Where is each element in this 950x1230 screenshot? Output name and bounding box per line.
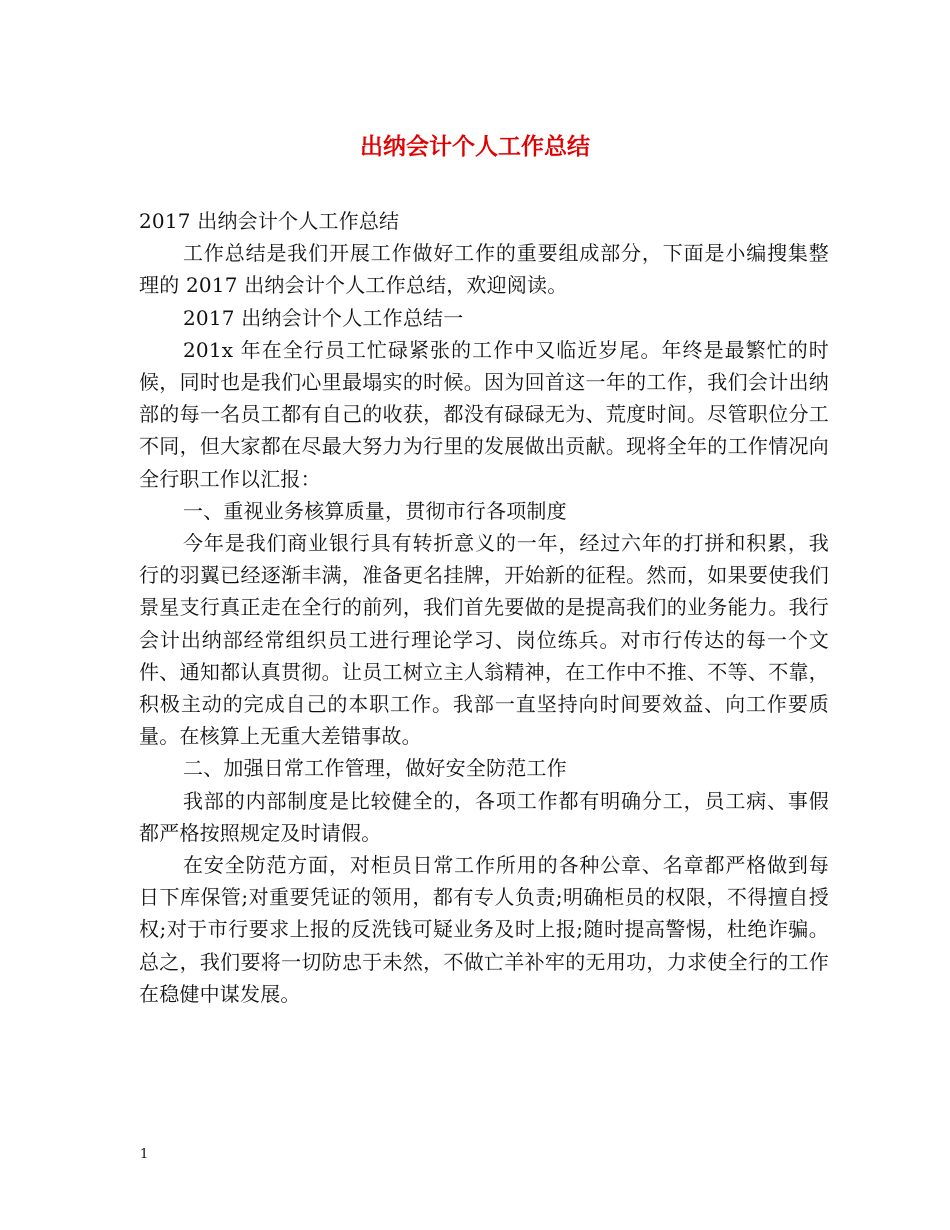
paragraph: 201x 年在全行员工忙碌紧张的工作中又临近岁尾。年终是最繁忙的时候，同时也是我们心里最塌实的时候。因为回首这一年的工作，我们会计出纳部的每一名员工都有自己的收获，都没有碌碌无为、荒度时间。尽管职位分工不同，但大家都在尽最大努力为行里的发展做出贡献。现将全年的工作情况向全行职工作以汇报： bbox=[139, 337, 829, 491]
paragraph: 今年是我们商业银行具有转折意义的一年，经过六年的打拼和积累，我行的羽翼已经逐渐丰满，准备更名挂牌，开始新的征程。然而，如果要使我们景星支行真正走在全行的前列，我们首先要做的是提高我们的业务能力。我行会计出纳部经常组织员工进行理论学习、岗位练兵。对市行传达的每一个文件、通知都认真贯彻。让员工树立主人翁精神，在工作中不推、不等、不靠，积极主动的完成自己的本职工作。我部一直坚持向时间要效益、向工作要质量。在核算上无重大差错事故。 bbox=[139, 531, 829, 749]
document-body bbox=[139, 205, 829, 1010]
document-title: 出纳会计个人工作总结 bbox=[360, 134, 590, 160]
paragraph: 我部的内部制度是比较健全的，各项工作都有明确分工，员工病、事假都严格按照规定及时请假。 bbox=[139, 788, 829, 845]
section-heading: 一、重视业务核算质量，贯彻市行各项制度 bbox=[183, 498, 567, 523]
page-number: 1 bbox=[140, 1147, 149, 1162]
paragraph: 2017 出纳会计个人工作总结 bbox=[139, 209, 400, 233]
paragraph: 工作总结是我们开展工作做好工作的重要组成部分，下面是小编搜集整理的 2017 出纳会计个人工作总结，欢迎阅读。 bbox=[139, 241, 829, 298]
section-heading: 二、加强日常工作管理，做好安全防范工作 bbox=[183, 756, 567, 781]
paragraph: 在安全防范方面，对柜员日常工作所用的各种公章、名章都严格做到每日下库保管;对重要凭证的领用，都有专人负责;明确柜员的权限，不得擅自授权;对于市行要求上报的反洗钱可疑业务及时上报;随时提高警惕，杜绝诈骗。总之，我们要将一切防忠于未然，不做亡羊补牢的无用功，力求使全行的工作在稳健中谋发展。 bbox=[139, 853, 829, 1006]
paragraph: 2017 出纳会计个人工作总结一 bbox=[183, 305, 464, 330]
